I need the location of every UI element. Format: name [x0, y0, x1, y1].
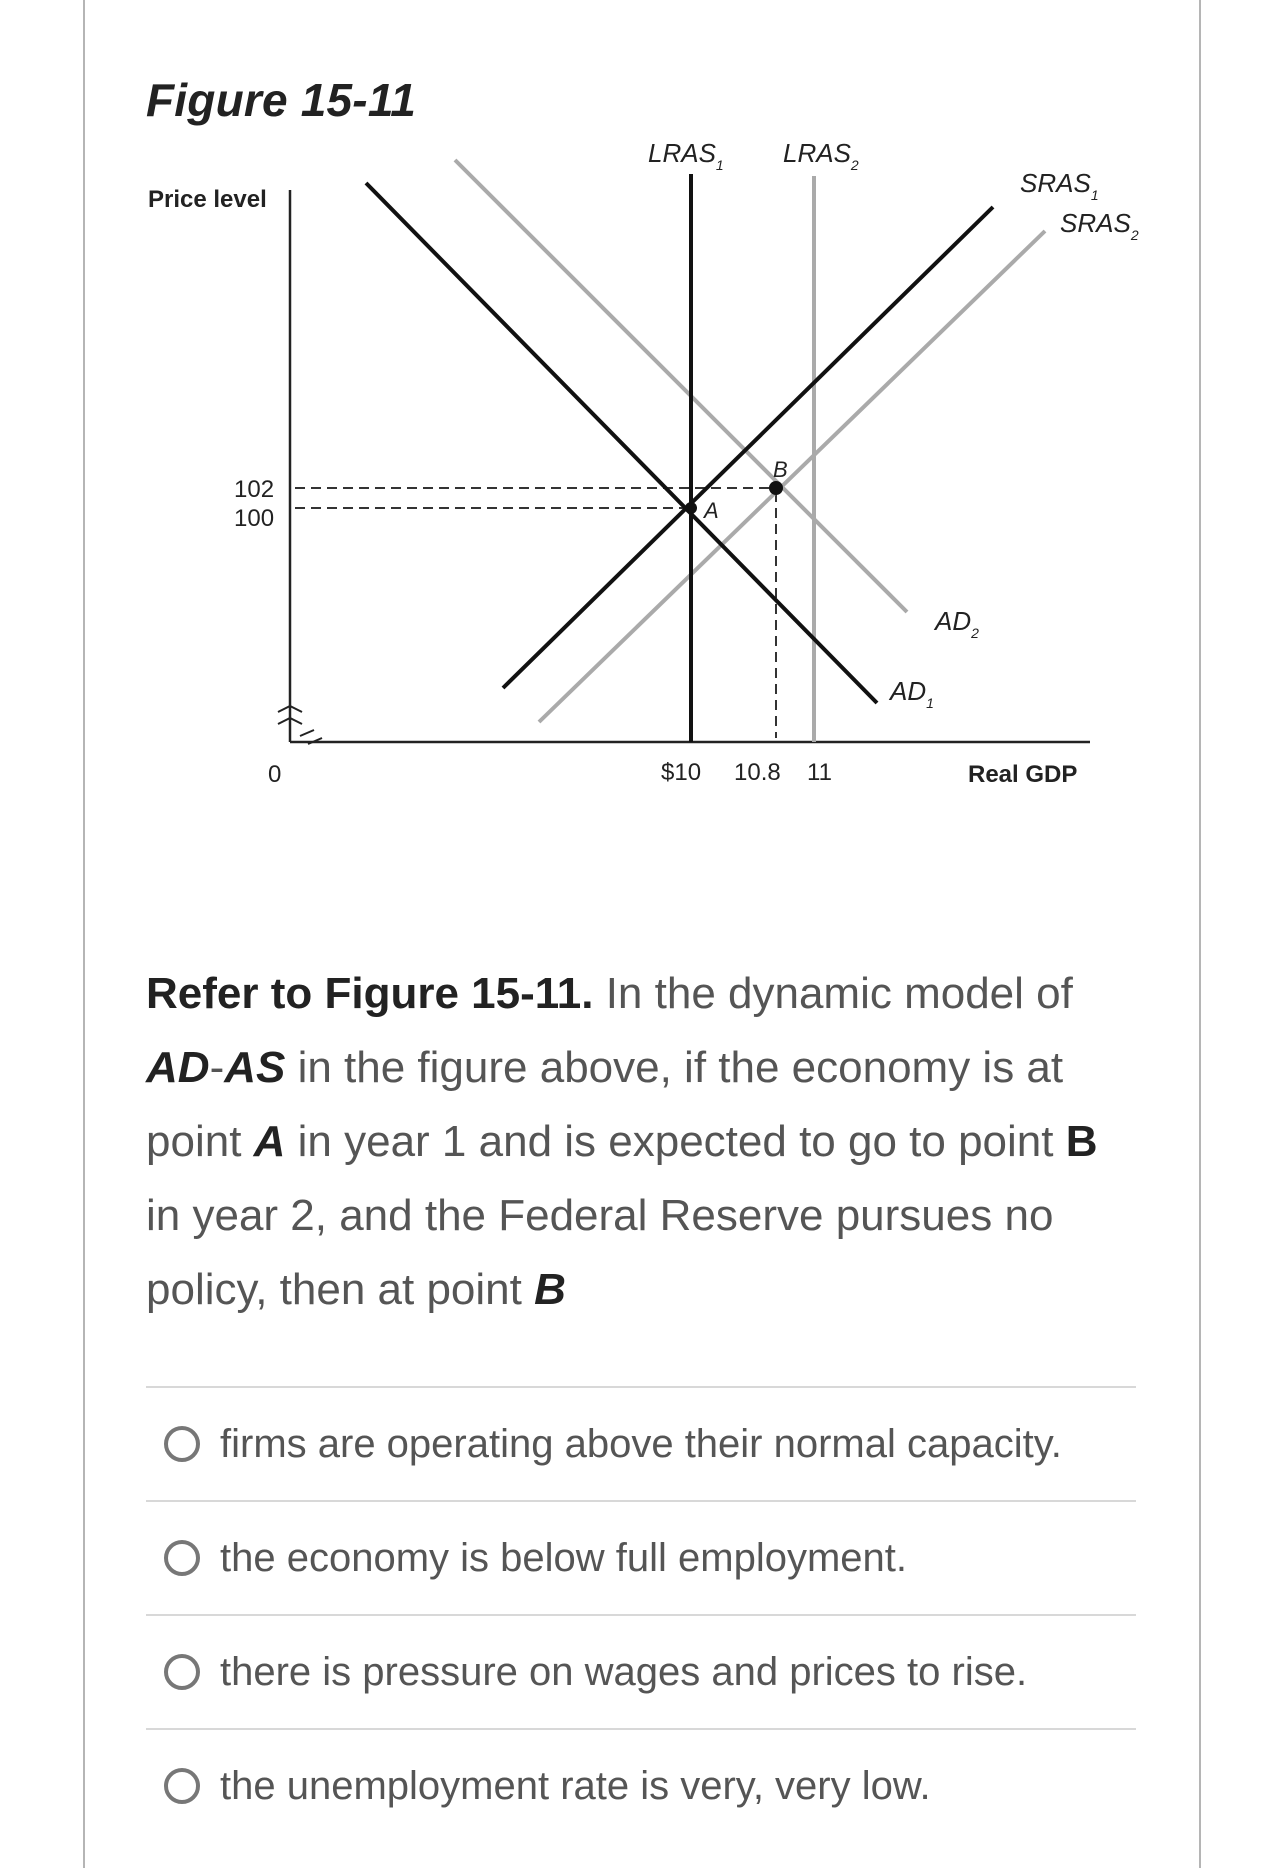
answer-option-1-text: firms are operating above their normal capacity.	[220, 1421, 1062, 1466]
answer-option-4[interactable]	[146, 1730, 1136, 1842]
origin-label: 0	[268, 761, 282, 788]
sras2-label: SRAS	[1060, 208, 1131, 238]
point-a	[685, 502, 697, 514]
ad1-sub: 1	[926, 695, 934, 711]
question-part-4: in year 2, and the Federal Reserve pursues no policy, then at point	[146, 1191, 1054, 1314]
point-b-label: B	[773, 457, 788, 482]
svg-text:SRAS1	[1020, 168, 1099, 203]
y-tick-100: 100	[234, 505, 275, 532]
radio-button-icon[interactable]	[164, 1654, 200, 1690]
sras2-line	[539, 231, 1045, 722]
ad2-sub: 2	[971, 625, 979, 641]
ad-as-chart	[0, 0, 1265, 820]
lras2-label: LRAS	[783, 138, 851, 168]
answer-option-3-text: there is pressure on wages and prices to rise.	[220, 1649, 1028, 1694]
question-as: AS	[224, 1043, 286, 1092]
question-part-2: in the figure above, if the economy is at point	[146, 1043, 1064, 1166]
sras1-label: SRAS	[1020, 168, 1091, 198]
lras2-sub: 2	[850, 157, 859, 173]
x-axis-label: Real GDP	[968, 761, 1078, 788]
answer-options	[146, 1386, 1136, 1842]
figure-title: Figure 15-11	[146, 74, 416, 126]
y-tick-102: 102	[234, 476, 275, 503]
radio-button-icon[interactable]	[164, 1768, 200, 1804]
answer-option-4-text: the unemployment rate is very, very low.	[220, 1763, 931, 1808]
lras1-sub: 1	[715, 157, 724, 173]
question-point-a: A	[253, 1117, 286, 1166]
svg-text:LRAS1	[648, 138, 724, 173]
svg-text:AD1	[888, 676, 934, 711]
sras1-sub: 1	[1090, 187, 1099, 203]
question-part-3: in year 1 and is expected to go to point	[285, 1117, 1066, 1166]
sras2-sub: 2	[1130, 227, 1139, 243]
x-tick-10-8: 10.8	[734, 759, 781, 786]
svg-text:LRAS2	[783, 138, 859, 173]
answer-option-2-text: the economy is below full employment.	[220, 1535, 907, 1580]
y-axis-label: Price level	[148, 186, 267, 213]
ad1-label: AD	[890, 676, 927, 706]
question-point-b: B	[1065, 1117, 1098, 1166]
axis-break-icon	[278, 706, 322, 744]
radio-button-icon[interactable]	[164, 1426, 200, 1462]
lras1-label: LRAS	[648, 138, 716, 168]
radio-button-icon[interactable]	[164, 1540, 200, 1576]
ad2-line	[455, 160, 907, 612]
svg-text:AD2	[933, 606, 979, 641]
point-b	[769, 481, 783, 495]
answer-option-1[interactable]	[146, 1388, 1136, 1500]
question-part-1: In the dynamic model of	[593, 969, 1073, 1018]
answer-option-2[interactable]	[146, 1502, 1136, 1614]
ad1-line	[366, 183, 877, 703]
question-ref: Refer to Figure 15-11.	[146, 969, 594, 1018]
point-a-label: A	[704, 498, 719, 523]
ad2-label: AD	[935, 606, 972, 636]
question-point-b-2: B	[534, 1265, 566, 1314]
question-text	[146, 957, 1136, 1327]
question-dash: -	[209, 1043, 225, 1092]
question-ad: AD	[146, 1043, 210, 1092]
x-tick-10: $10	[661, 759, 702, 786]
svg-text:SRAS2	[1060, 208, 1139, 243]
answer-option-3[interactable]	[146, 1616, 1136, 1728]
x-tick-11: 11	[807, 759, 832, 786]
